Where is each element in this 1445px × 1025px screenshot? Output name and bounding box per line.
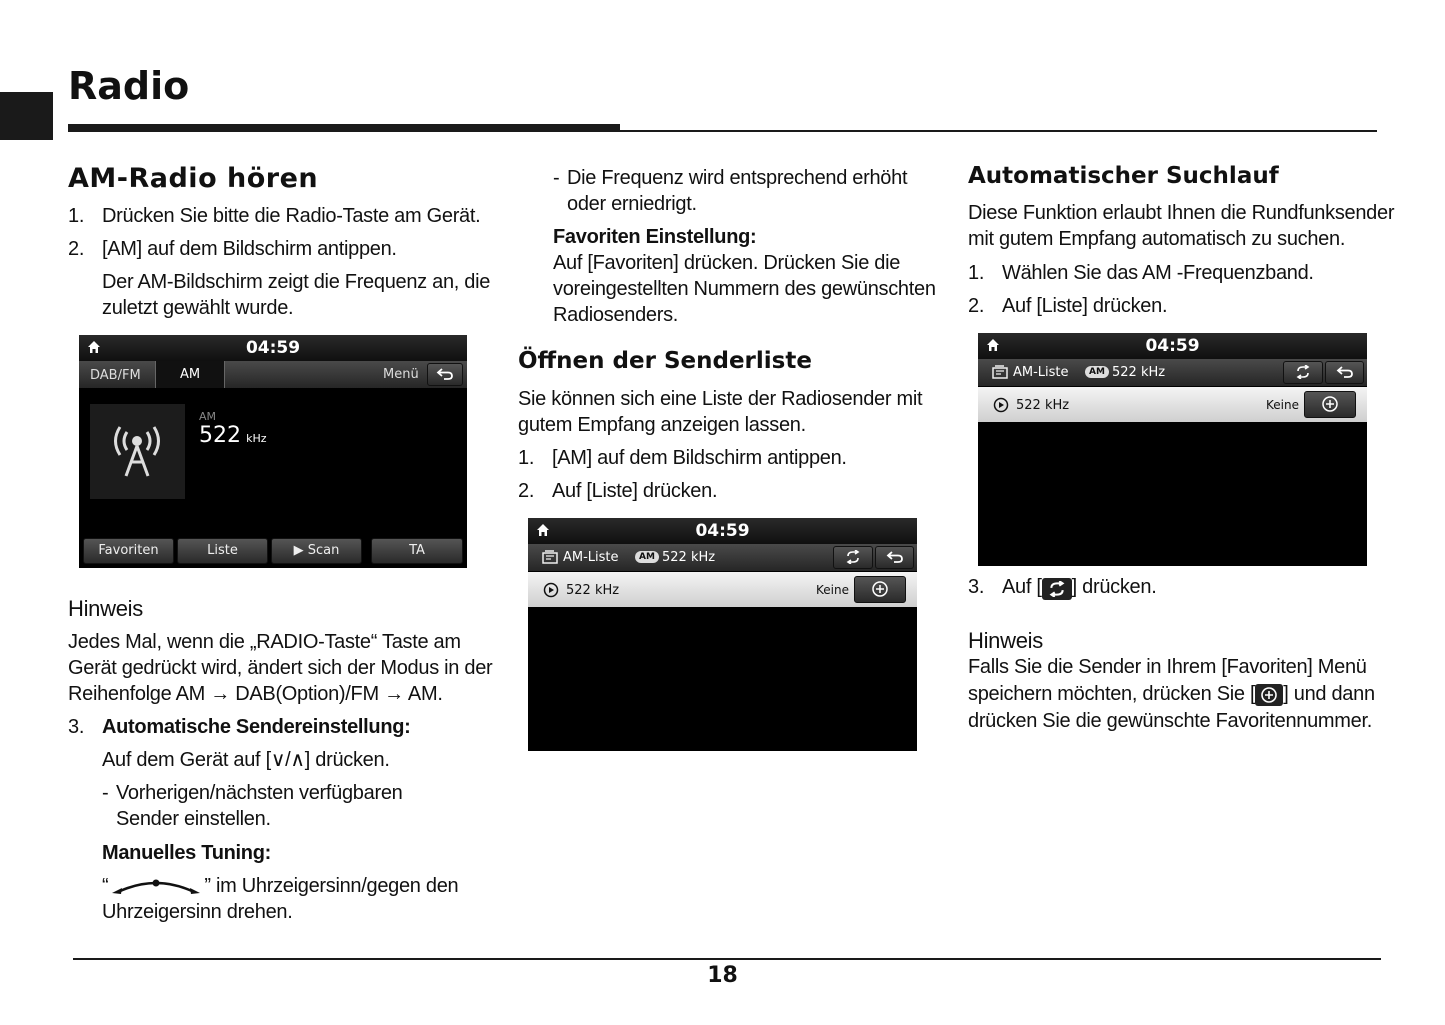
dash-line: Vorherigen/nächsten verfügbaren [116,782,403,804]
step-number: 3. [968,576,985,598]
autosearch-step-3 [968,574,1156,600]
station-frequency: 522 kHz [566,583,620,598]
fav-line: Auf [Favoriten] drücken. Drücken Sie die [553,252,901,274]
hinweis-line: Jedes Mal, wenn die „RADIO-Taste“ Taste am [68,631,461,653]
step-number: 1. [518,447,535,469]
status-bar [978,333,1367,359]
add-favorite-button[interactable] [854,576,906,603]
band-badge: AM [1085,366,1109,378]
step-number: 1. [968,262,985,284]
freq-dash-note: - Die Frequenz wird entsprechend erhöht oder erniedrigt. [553,167,908,215]
back-arrow-icon [436,367,454,381]
station-frequency: 522 kHz [1016,398,1070,413]
station-preset: Keine [1266,398,1299,412]
refresh-icon [1295,365,1311,379]
favorites-title: Favoriten Einstellung: [553,226,757,248]
manual-tuning-title: Manuelles Tuning: [102,842,271,864]
step-3 [68,714,411,740]
hinweis-text-2 [968,654,1375,735]
step-2-note [102,269,490,321]
step-text: Drücken Sie bitte die Radio-Taste am Gerät. [102,205,481,227]
hinweis-heading-2: Hinweis [968,628,1043,653]
add-favorite-button[interactable] [1304,391,1356,418]
hinweis-line: Falls Sie die Sender in Ihrem [Favoriten] Menü [968,656,1367,678]
list-intro [518,386,922,438]
tab-am[interactable]: AM [155,361,225,388]
refresh-icon [845,550,861,564]
list-step-1 [518,445,847,471]
list-header-bar [528,544,917,571]
back-button[interactable] [427,363,463,386]
step-3-dash: - Vorherigen/nächsten verfügbaren Sender einstellen. [102,782,403,830]
hinweis-line: ] und dann [1283,683,1375,705]
band-label: AM [199,410,217,423]
ta-button[interactable]: TA [371,538,463,564]
plus-circle-icon [871,580,889,598]
status-bar [79,335,467,361]
list-button[interactable]: Liste [177,538,268,564]
list-step-2 [518,478,717,504]
title-rule-thick [68,124,620,132]
favorites-text [553,250,936,328]
plus-icon-inline [1255,684,1283,706]
back-arrow-icon [886,550,904,564]
section-heading-autosearch: Automatischer Suchlauf [968,163,1279,189]
frequency-display [199,423,267,448]
step-3-text: Auf dem Gerät auf [∨/∧] drücken. [102,749,390,771]
step-1 [68,203,480,229]
page-title: Radio [68,64,190,108]
open-quote: “ [102,875,109,897]
page-number: 18 [707,963,738,988]
section-heading-am: AM-Radio hören [68,163,319,194]
step-number: 2. [68,238,85,260]
autosearch-step-1 [968,260,1314,286]
auto-search-button[interactable] [833,546,873,569]
band-badge: AM [635,551,659,563]
am-radio-screen [79,335,467,568]
fav-line: voreingestellten Nummern des gewünschten [553,278,936,300]
manual-line: ” im Uhrzeigersinn/gegen den [204,875,459,897]
step-number: 3. [68,716,85,738]
plus-circle-icon [1321,395,1339,413]
tab-bar [79,361,467,388]
radio-list-icon [992,365,1008,379]
intro-line: gutem Empfang anzeigen lassen. [518,414,806,436]
am-list-screen [528,518,917,751]
note-line: zuletzt gewählt wurde. [102,297,294,319]
play-icon [993,397,1009,413]
antenna-icon [90,404,185,499]
intro-line: Sie können sich eine Liste der Radiosender mit [518,388,923,410]
current-frequency: 522 kHz [1112,365,1166,380]
hinweis-line: Reihenfolge AM → DAB(Option)/FM → AM. [68,683,443,705]
manual-line: Uhrzeigersinn drehen. [102,901,293,923]
fav-line: Radiosenders. [553,304,679,326]
step-text: Auf [Liste] drücken. [1002,295,1168,317]
dash-line: Die Frequenz wird entsprechend erhöht [567,167,908,189]
play-icon [543,582,559,598]
station-row[interactable] [528,572,917,607]
station-row[interactable] [978,387,1367,422]
step-text: Automatische Sendereinstellung: [102,716,411,738]
dash-line: Sender einstellen. [116,808,271,830]
status-bar [528,518,917,544]
radio-list-icon [542,550,558,564]
step-text: [AM] auf dem Bildschirm antippen. [102,238,397,260]
step-number: 2. [518,480,535,502]
step-number: 1. [68,205,85,227]
tuning-knob-icon [108,876,204,896]
section-heading-list: Öffnen der Senderliste [518,348,812,374]
title-rule-thin [620,130,1377,132]
step-text: Auf [Liste] drücken. [552,480,718,502]
antenna-tile [90,404,185,499]
back-arrow-icon [1336,365,1354,379]
auto-search-button[interactable] [1283,361,1323,384]
autosearch-step-2 [968,293,1167,319]
frequency-unit: kHz [246,432,267,445]
step-text-post: ] drücken. [1071,576,1157,598]
hinweis-line: drücken Sie die gewünschte Favoritennummer. [968,710,1372,732]
tab-dab-fm[interactable]: DAB/FM [90,368,141,383]
manual-tuning-text [102,873,458,925]
back-button[interactable] [875,546,914,569]
refresh-icon-inline [1042,578,1072,600]
back-button[interactable] [1325,361,1364,384]
step-number: 2. [968,295,985,317]
list-header-bar [978,359,1367,386]
menu-button[interactable]: Menü [383,367,419,382]
note-line: Der AM-Bildschirm zeigt die Frequenz an, die [102,271,491,293]
intro-line: mit gutem Empfang automatisch zu suchen. [968,228,1346,250]
clock: 04:59 [1145,336,1200,356]
list-label: AM-Liste [563,550,619,565]
station-preset: Keine [816,583,849,597]
step-text: Wählen Sie das AM -Frequenzband. [1002,262,1314,284]
hinweis-line: Gerät gedrückt wird, ändert sich der Modus in der [68,657,493,679]
side-marker [0,92,53,140]
dash-line: oder erniedrigt. [567,193,697,215]
footer-rule [73,958,1381,960]
autosearch-intro [968,200,1394,252]
scan-button[interactable]: ▶ Scan [271,538,362,564]
step-text: [AM] auf dem Bildschirm antippen. [552,447,847,469]
favorites-button[interactable]: Favoriten [83,538,174,564]
intro-line: Diese Funktion erlaubt Ihnen die Rundfunksender [968,202,1395,224]
hinweis-heading-1: Hinweis [68,596,143,621]
clock: 04:59 [245,338,301,358]
step-text-pre: Auf [ [1002,576,1042,598]
step-2 [68,236,397,262]
clock: 04:59 [695,521,750,541]
list-label: AM-Liste [1013,365,1069,380]
am-autosearch-screen [978,333,1367,566]
hinweis-text-1 [68,629,492,707]
frequency-value: 522 [199,423,241,448]
current-frequency: 522 kHz [662,550,716,565]
hinweis-line: speichern möchten, drücken Sie [ [968,683,1256,705]
